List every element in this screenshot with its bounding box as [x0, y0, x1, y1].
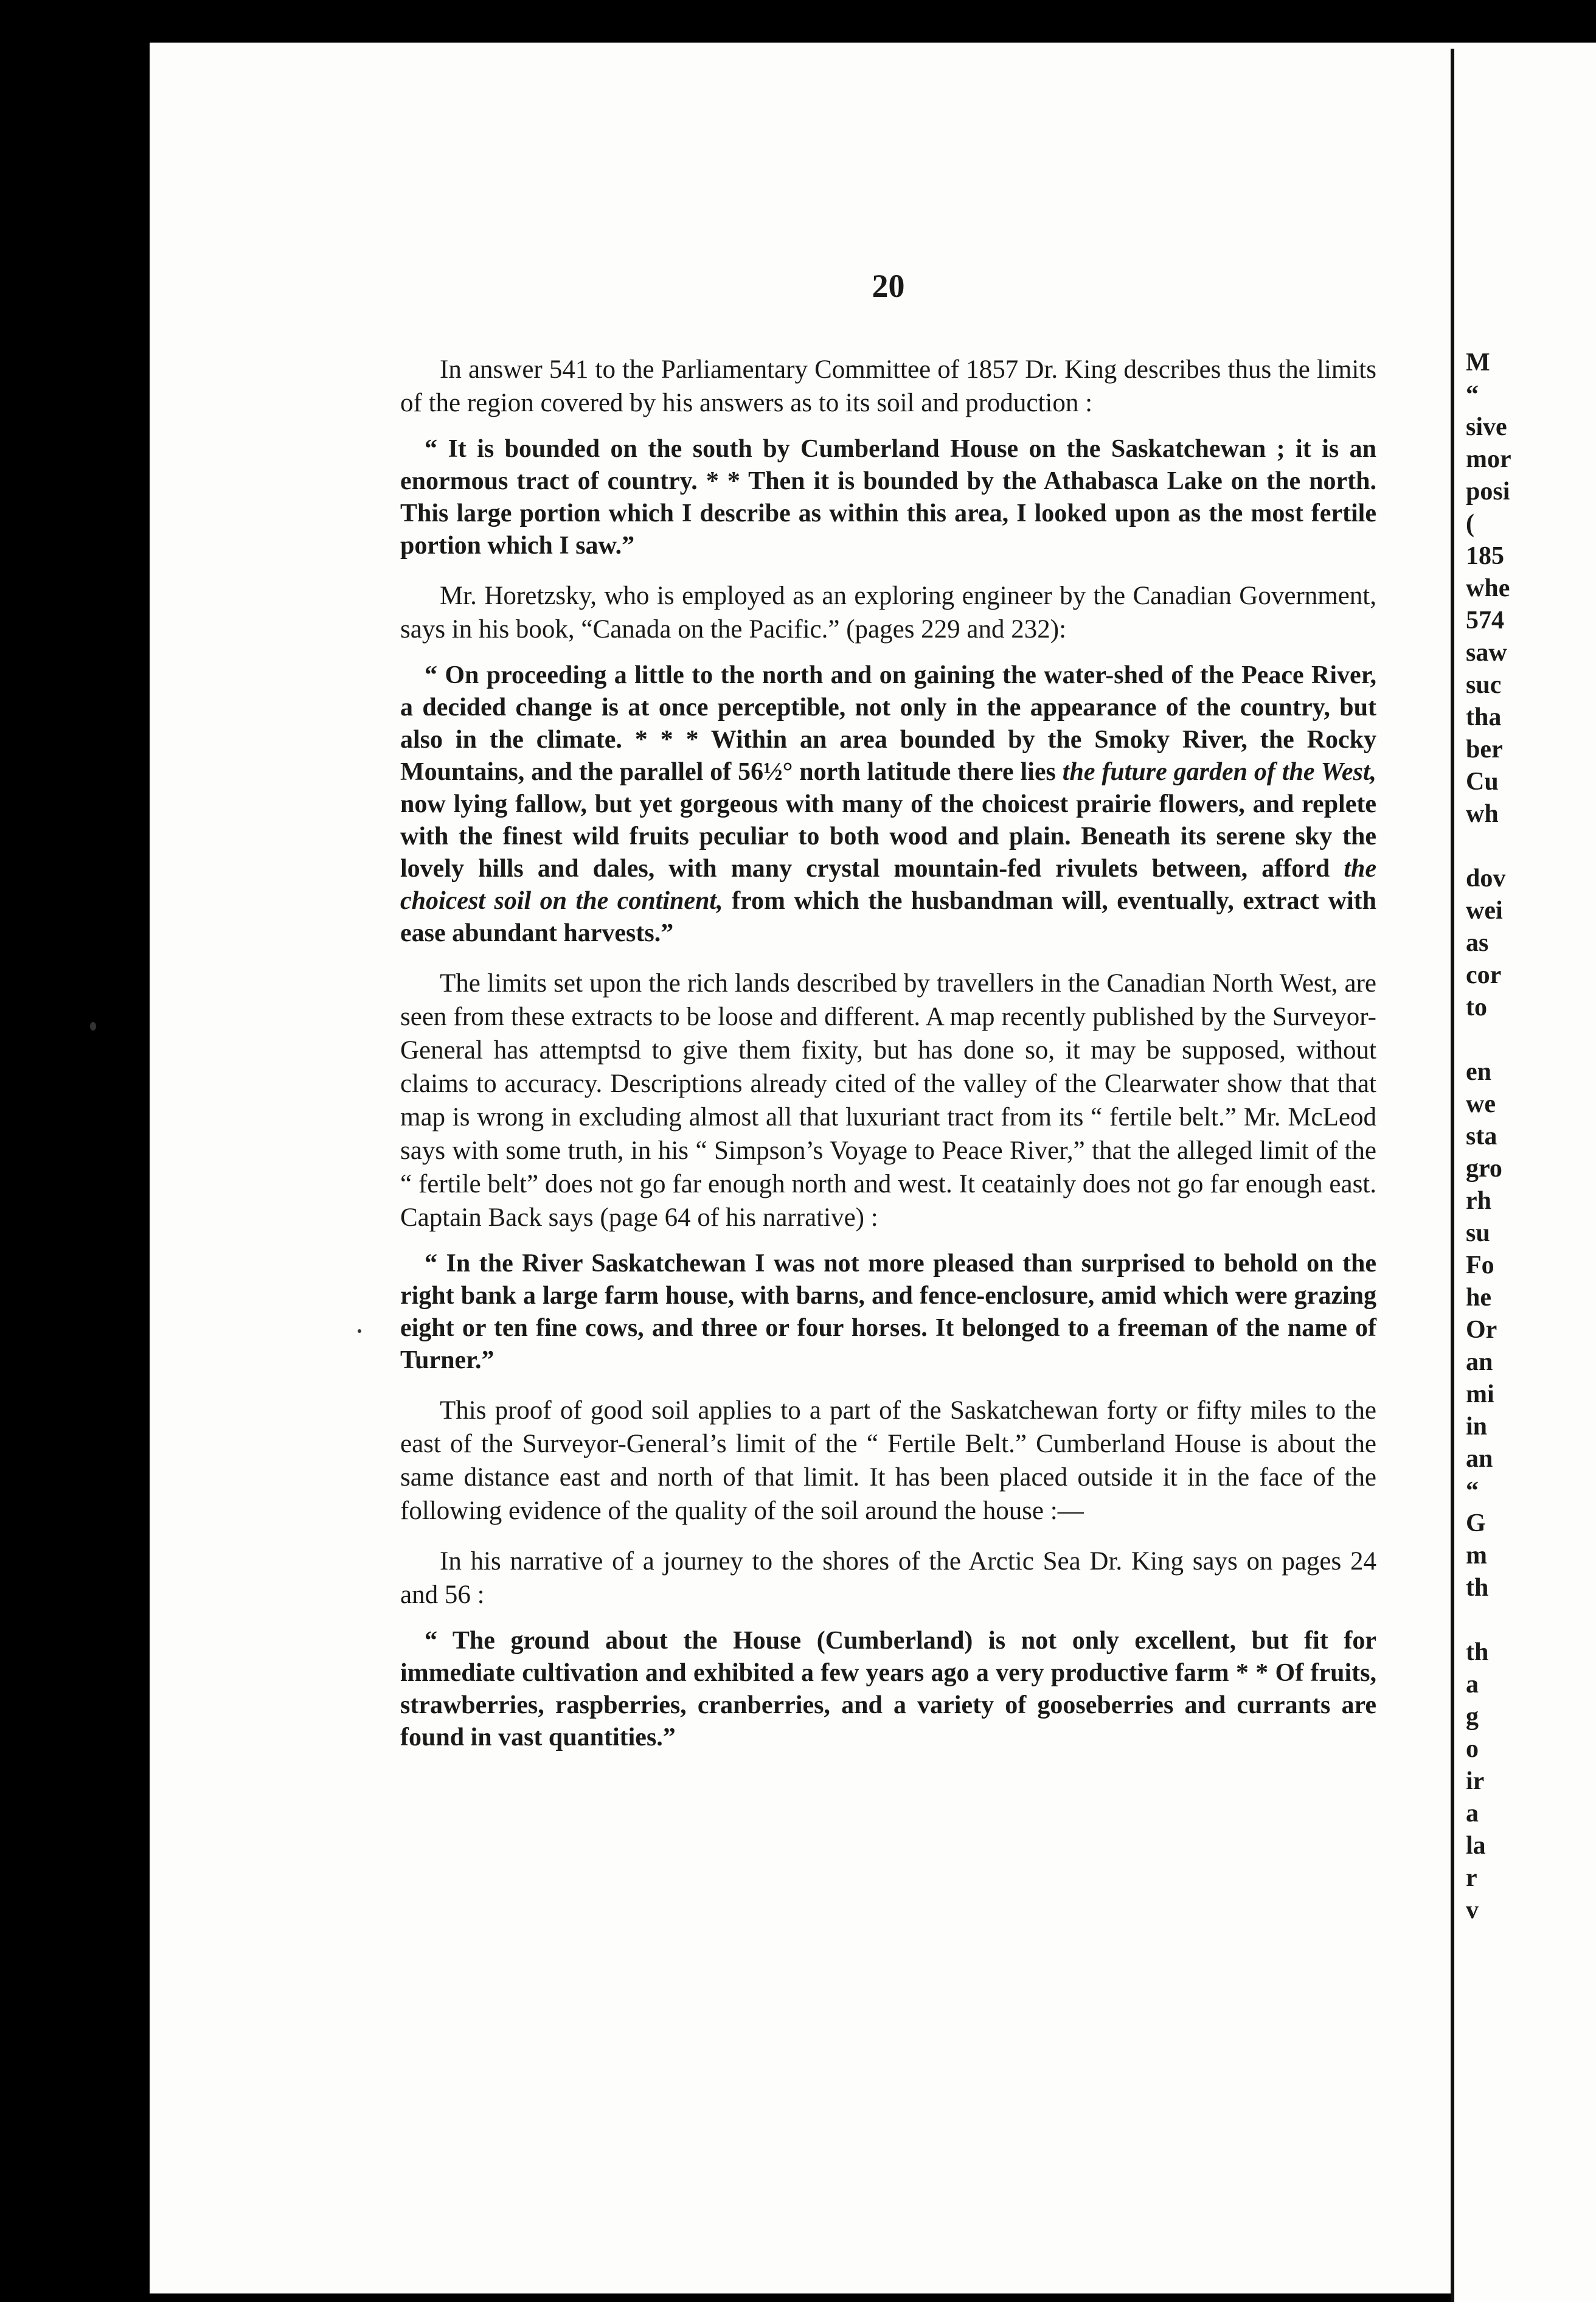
- next-page-fragment: whe: [1466, 574, 1510, 602]
- next-page-fragment: v: [1466, 1896, 1479, 1924]
- quote-text: “ On proceeding a little to the north and on gaining the water-shed of the Peace River, a decided change is at once perceptible, not only in the appearance of the country, but also in the climate. * * * Within an area bounded by the Smoky River, the Rocky Mountains, and the parallel of 56½° north latitude there lies: [400, 661, 1376, 786]
- next-page-fragment: as: [1466, 929, 1489, 957]
- next-page-fragment: o: [1466, 1735, 1479, 1763]
- next-page-fragment: g: [1466, 1703, 1479, 1731]
- next-page-fragment: wei: [1466, 897, 1503, 925]
- paragraph: In answer 541 to the Parliamentary Committee of 1857 Dr. King describes thus the limits of the region covered by his answers as to its soil and production :: [400, 355, 1376, 417]
- block-quote: “ In the River Saskatchewan I was not more pleased than surprised to behold on the right bank a large farm house, with barns, and fence-enclosure, amid which were grazing eight or ten fine cows, and three or four horses. It belonged to a freeman of the name of Turner.”: [400, 1250, 1376, 1374]
- next-page-fragment: (: [1466, 510, 1474, 538]
- next-page-fragment: “: [1466, 1477, 1479, 1505]
- next-page-fragment: dov: [1466, 864, 1506, 892]
- next-page-fragment: G: [1466, 1509, 1486, 1537]
- page-number: 20: [872, 268, 905, 304]
- next-page-fragment: we: [1466, 1090, 1496, 1118]
- scan-speck: [90, 1022, 96, 1031]
- next-page-fragment: th: [1466, 1574, 1489, 1602]
- next-page-fragment: suc: [1466, 671, 1502, 699]
- next-page-fragment: th: [1466, 1638, 1489, 1666]
- next-page-fragment: [1466, 830, 1596, 863]
- next-page-fragment: “: [1466, 381, 1479, 409]
- next-page-fragment: a: [1466, 1800, 1479, 1827]
- block-quote: [400, 659, 1376, 950]
- next-page-fragment: ber: [1466, 735, 1503, 763]
- next-page-fragment: [1466, 1604, 1596, 1636]
- quote-text: now lying fallow, but yet gorgeous with many of the choicest prairie flowers, and replete with the finest wild fruits peculiar to both wood and plain. Beneath its serene sky the lovely hills and dales, with many crystal mountain-fed rivulets between, afford: [400, 790, 1376, 883]
- next-page-fragment: ir: [1466, 1767, 1485, 1795]
- next-page-fragment: [1466, 1024, 1596, 1056]
- next-page-fragment: su: [1466, 1219, 1490, 1247]
- next-page-fragment: an: [1466, 1348, 1493, 1376]
- next-page-fragment: sta: [1466, 1122, 1497, 1150]
- page-text: [400, 268, 1376, 1758]
- next-page-fragment: tha: [1466, 703, 1502, 731]
- scan-speck: [358, 1329, 361, 1333]
- quote-emphasis: the future garden of the West,: [1062, 758, 1376, 786]
- next-page-text-fragments: [1466, 347, 1596, 1927]
- next-page-fragment: M: [1466, 349, 1490, 377]
- next-page-fragment: rh: [1466, 1187, 1491, 1215]
- block-quote: “ The ground about the House (Cumberland) is not only excellent, but fit for immediate cultivation and exhibited a few years ago a very productive farm * * Of fruits, strawberries, raspberries, cranberries, and a variety of gooseberries and currants are found in vast quantities.”: [400, 1627, 1376, 1751]
- next-page-fragment: la: [1466, 1832, 1486, 1860]
- next-page-fragment: saw: [1466, 639, 1507, 667]
- next-page-fragment: Fo: [1466, 1251, 1494, 1279]
- paragraph: This proof of good soil applies to a part of the Saskatchewan forty or fifty miles to the east of the Surveyor-General’s limit of the “ Fertile Belt.” Cumberland House is about the same distance east and north of that limit. It has been placed outside it in the face of the following evidence of the quality of the soil around the house :—: [400, 1396, 1376, 1525]
- next-page-fragment: Or: [1466, 1316, 1497, 1344]
- next-page-fragment: mor: [1466, 445, 1511, 473]
- next-page-fragment: r: [1466, 1864, 1477, 1892]
- block-quote: “ It is bounded on the south by Cumberland House on the Saskatchewan ; it is an enormous tract of country. * * Then it is bounded by the Athabasca Lake on the north. This large portion which I describe as within this area, I looked upon as the most fertile portion which I saw.”: [400, 435, 1376, 560]
- paragraph: In his narrative of a journey to the shores of the Arctic Sea Dr. King says on pages 24 and 56 :: [400, 1547, 1376, 1609]
- next-page-fragment: he: [1466, 1284, 1491, 1312]
- paragraph: Mr. Horetzsky, who is employed as an exploring engineer by the Canadian Government, says in his book, “Canada on the Pacific.” (pages 229 and 232):: [400, 582, 1376, 644]
- next-page-fragment: an: [1466, 1445, 1493, 1473]
- next-page-fragment: m: [1466, 1542, 1487, 1570]
- next-page-fragment: Cu: [1466, 768, 1499, 796]
- next-page-fragment: to: [1466, 993, 1487, 1021]
- next-page-fragment: a: [1466, 1671, 1479, 1699]
- next-page-fragment: cor: [1466, 961, 1502, 989]
- next-page-fragment: 185: [1466, 542, 1504, 570]
- next-page-fragment: in: [1466, 1413, 1488, 1441]
- next-page-fragment: posi: [1466, 478, 1510, 506]
- quote-text: from which the husbandman will, eventually, extract with ease abundant harvests.”: [400, 887, 1376, 947]
- quote-emphasis: the choicest soil on the continent,: [400, 855, 1376, 915]
- next-page-fragment: en: [1466, 1058, 1491, 1086]
- next-page-fragment: 574: [1466, 607, 1504, 635]
- next-page-fragment: gro: [1466, 1155, 1502, 1183]
- paragraph: The limits set upon the rich lands described by travellers in the Canadian North West, are seen from these extracts to be loose and different. A map recently published by the Surveyor-General has attemptsd to give them fixity, but has done so, it may be supposed, without claims to accuracy. Descriptions already cited of the valley of the Clearwater show that that map is wrong in excluding almost all that luxuriant tract from its “ fertile belt.” Mr. McLeod says with some truth, in his “ Simpson’s Voyage to Peace River,” that the alleged limit of the “ fertile belt” does not go far enough north and west. It ceatainly does not go far enough east. Captain Back says (page 64 of his narrative) :: [400, 969, 1376, 1232]
- next-page-fragment: sive: [1466, 413, 1507, 441]
- next-page-fragment: wh: [1466, 800, 1499, 828]
- next-page-fragment: mi: [1466, 1380, 1494, 1408]
